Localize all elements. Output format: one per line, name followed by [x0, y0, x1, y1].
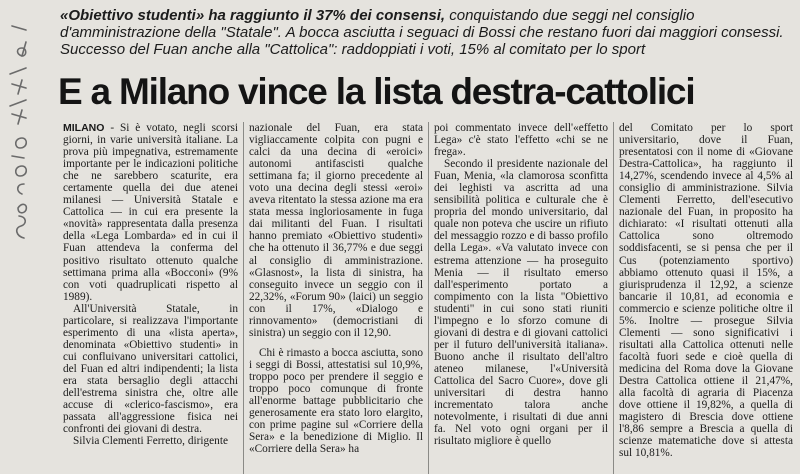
paragraph: Chi è rimasto a bocca asciutta, sono i seggi di Bossi, attestatisi sul 10,9%, troppo poco per prendere il seggio e troppo poco comunque di fronte all'enorme battage pubblicitario che generosamente era stato loro elargito, con prime pagine sul «Corriere della Sera» e la benedizione di Miglio. Il «Corriere della Sera» ha: [249, 346, 423, 456]
paragraph: Silvia Clementi Ferretto, dirigente: [73, 435, 228, 448]
paragraph: nazionale del Fuan, era stata vigliaccamente colpita con pugni e calci da una decina di «eroici» autonomi antifascisti qualche settimana fa; il giorno precedente al voto una decina degli stessi «eroi» aveva ritentato la stessa azione ma era stata messa ingloriosamente in fuga dai militanti del Fuan. I risultati hanno premiato «Obiettivo studenti» che ha ottenuto il 36,77% e due seggi al consiglio di amministrazione. «Glasnost», la lista di sinistra, ha conseguito invece un seggio con il 22,32%, «Forum 90» (laici) un seggio con il 17%, «Dialogo e rinnovamento» (democristiani di sinistra) un seggio con il 12,90.: [249, 122, 423, 339]
article-column-1: [58, 122, 243, 474]
paragraph: [63, 122, 238, 303]
headline: E a Milano vince la lista destra-cattolici: [58, 71, 695, 112]
subheadline-lead: «Obiettivo studenti» ha raggiunto il 37% dei consensi,: [60, 7, 446, 24]
article-column-4: [613, 122, 798, 474]
paragraph-text: - Si è votato, negli scorsi giorni, in varie università italiane. La prova più impegnativa, estremamente importante per le indicazioni politiche che ne sarebbero scaturite, era certamente quella dei due atenei milanesi — Università Statale e Cattolica — in cui era presente la «novità» rappresentata dalla presenza della «Lega Lombarda» ed in cui il Fuan attendeva la conferma del positivo risultato ottenuto qualche settimana prima alla «Bocconi» (9% con voti quadruplicati rispetto al 1989).: [63, 122, 238, 303]
handwriting-icon: [4, 8, 34, 268]
paragraph: del Comitato per lo sport universitario, dove il Fuan, presentatosi con il nome di «Giovane Destra-Cattolica», ha raggiunto il 14,27%, scendendo invece al 4,5% al consiglio di amministrazione. Silvia Clementi Ferretto, dell'esecutivo nazionale del Fuan, in proposito ha dichiarato: «I risultati ottenuti alla Cattolica sono oltremodo soddisfacenti, se si pensa che per il Cus (potenziamento sportivo) abbiamo ottenuto quasi il 15%, a giurisprudenza il 12,92, a scienze bancarie il 10,81, ad economia e commercio e scienze politiche oltre il 5%. Inoltre — prosegue Silvia Clementi — sono significativi i risultati alla Cattolica ottenuti nelle facoltà fuori sede e cioè quella di medicina del Roma dove la Giovane Destra Cattolica ottiene il 21,47%, alla facoltà di agraria di Piacenza dove ottiene il 19,82%, a quella di magistero di Brescia dove ottiene l'8,86 sempre a Brescia a quella di scienze matematiche dove si attesta sul 10,81%.: [619, 122, 793, 460]
paragraph: Secondo il presidente nazionale del Fuan, Menia, «la clamorosa sconfitta dei leghisti va ascritta ad una sensibilità politica e culturale che è propria del mondo universitario, dal quale non poteva che uscire un rifiuto del messaggio rozzo e di basso profilo della Lega». «Va valutato invece con estrema attenzione — ha proseguito Menia — il risultato emerso dall'esperimento portato a compimento con la lista "Obiettivo studenti" in cui sono stati riuniti l'impegno e lo sforzo comune di giovani di destra e di giovani cattolici per il futuro dell'università italiana». Buono anche il risultato dell'altro ateneo milanese, l'«Università Cattolica del Sacro Cuore», dove gli universitari di destra hanno incrementato talora anche notevolmente, i risultati di due anni fa. Nel voto ogni organi per il risultato migliore è quello: [434, 158, 608, 448]
article-column-3: [428, 122, 613, 474]
dateline: MILANO: [63, 122, 105, 134]
article-body: [58, 122, 798, 474]
article-column-2: [243, 122, 428, 474]
paragraph: poi commentato invece dell'«effetto Lega» c'è stato l'effetto «chi se ne frega».: [434, 122, 608, 159]
handwritten-date-stamp: [4, 8, 34, 268]
subheadline: [60, 7, 788, 58]
subheadline-rest: conquistando due seggi nel consiglio d'amministrazione della "Statale". A bocca asciutta i seguaci di Bossi che restano fuori dai maggiori consessi. Successo del Fuan anche alla "Cattolica": raddoppiati i voti, 15% al comitato per lo sport: [60, 7, 784, 58]
paragraph: All'Università Statale, in particolare, si realizzava l'importante esperimento di una «lista aperta», denominata «Obiettivo studenti» in cui confluivano universitari cattolici, del Fuan ed altri indipendenti; la lista era stata bersaglio degli attacchi dell'estrema sinistra che, oltre alle accuse di «clerico-fascismo», era passata all'aggressione fisica nei confronti dei giovani di destra.: [63, 302, 238, 436]
